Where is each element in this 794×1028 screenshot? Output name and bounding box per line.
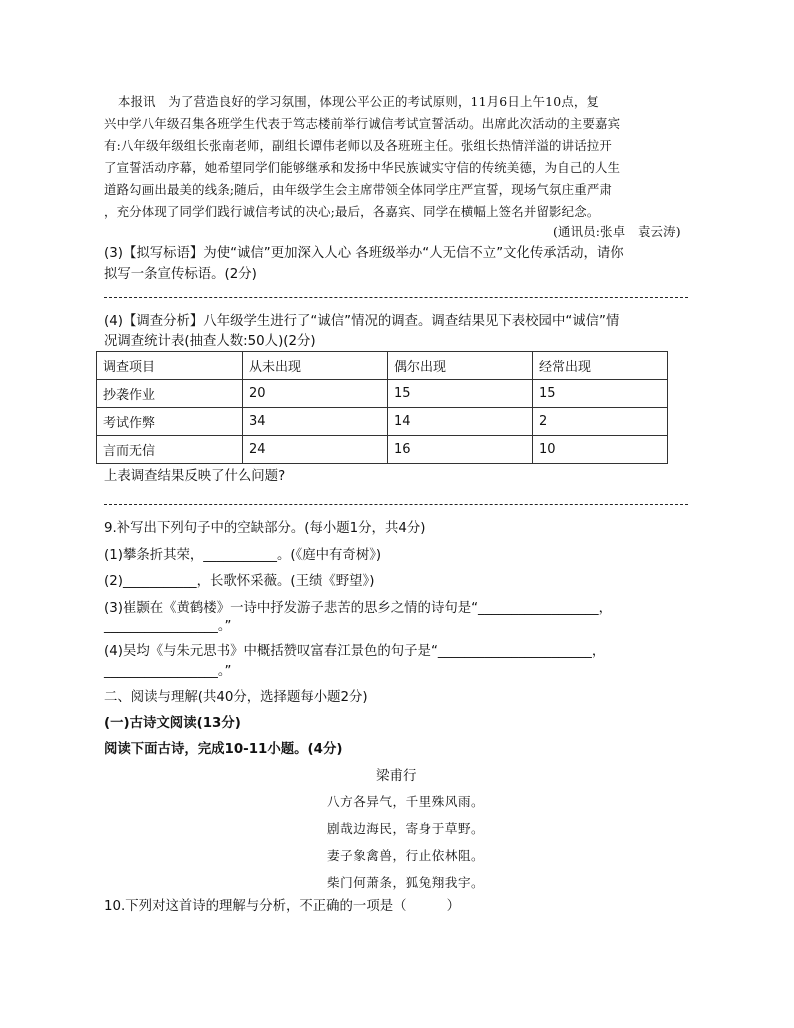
table-cell: 15 xyxy=(533,380,668,408)
poem-line-3: 妻子象禽兽，行止依林阻。 xyxy=(327,848,485,863)
news-line-5: 道路勾画出最美的线条;随后，由年级学生会主席带领全体同学庄严宣誓，现场气氛庄重严肃 xyxy=(104,182,612,197)
table-cell: 考试作弊 xyxy=(97,408,243,436)
news-line-1: 本报讯 为了营造良好的学习氛围，体现公平公正的考试原则，11月6日上午10点，复 xyxy=(118,94,600,109)
table-cell: 15 xyxy=(388,380,533,408)
table-row xyxy=(97,436,668,464)
poem-line-2: 剧哉边海民，寄身于草野。 xyxy=(327,821,485,836)
q3-line-2: 拟写一条宣传标语。(2分) xyxy=(104,267,257,282)
table-cell: 34 xyxy=(243,408,388,436)
table-cell: 言而无信 xyxy=(97,436,243,464)
news-line-3: 有:八年级年级组长张南老师，副组长谭伟老师以及各班班主任。张组长热情洋溢的讲话拉开 xyxy=(104,138,612,153)
section-heading: 二、阅读与理解(共40分，选择题每小题2分) xyxy=(104,690,368,705)
q10-question: 10.下列对这首诗的理解与分析，不正确的一项是（ ） xyxy=(104,899,461,914)
table-cell: 10 xyxy=(533,436,668,464)
q3-line-1: (3)【拟写标语】为使“诚信”更加深入人心 各班级举办“人无信不立”文化传承活动，请你 xyxy=(104,246,624,261)
table-row xyxy=(97,380,668,408)
table-cell: 24 xyxy=(243,436,388,464)
table-cell: 20 xyxy=(243,380,388,408)
poem-line-1: 八方各异气，千里殊风雨。 xyxy=(327,794,485,809)
q9-item-4: (4)吴均《与朱元思书》中概括赞叹富春江景色的句子是“_______________________， xyxy=(104,644,606,659)
q4-question: 上表调查结果反映了什么问题? xyxy=(104,469,286,484)
poem-title: 梁甫行 xyxy=(376,768,417,784)
news-line-4: 了宣誓活动序幕，她希望同学们能够继承和发扬中华民族诚实守信的传统美德，为自己的人生 xyxy=(104,160,621,175)
table-header-cell: 偶尔出现 xyxy=(388,352,533,380)
q3-answer-line[interactable] xyxy=(104,297,688,298)
q4-line-1: (4)【调查分析】八年级学生进行了“诚信”情况的调查。调查结果见下表校园中“诚信”情 xyxy=(104,314,620,329)
table-cell: 14 xyxy=(388,408,533,436)
table-header-cell: 经常出现 xyxy=(533,352,668,380)
table-row xyxy=(97,408,668,436)
news-line-2: 兴中学八年级召集各班学生代表于笃志楼前举行诚信考试宣誓活动。出席此次活动的主要嘉宾 xyxy=(104,116,621,131)
subsection-heading: (一)古诗文阅读(13分) xyxy=(104,716,241,731)
q9-item-2: (2)___________，长歌怀采薇。(王绩《野望》) xyxy=(104,574,375,589)
q4-line-2: 况调查统计表(抽查人数:50人)(2分) xyxy=(104,334,316,349)
q9-item-1: (1)攀条折其荣，___________。(《庭中有奇树》) xyxy=(104,548,382,563)
news-line-6: ，充分体现了同学们践行诚信考试的决心;最后，各嘉宾、同学在横幅上签名并留影纪念。 xyxy=(104,204,600,219)
table-header-cell: 从未出现 xyxy=(243,352,388,380)
survey-table xyxy=(96,351,668,464)
q9-item-4-cont: _________________。” xyxy=(104,664,232,679)
table-header-cell: 调查项目 xyxy=(97,352,243,380)
table-cell: 抄袭作业 xyxy=(97,380,243,408)
q4-answer-line[interactable] xyxy=(104,504,688,505)
q9-title: 9.补写出下列句子中的空缺部分。(每小题1分，共4分) xyxy=(104,521,426,536)
table-header-row xyxy=(97,352,668,380)
q9-item-3: (3)崔颢在《黄鹤楼》一诗中抒发游子悲苦的思乡之情的诗句是“__________________， xyxy=(104,601,612,616)
table-cell: 16 xyxy=(388,436,533,464)
q9-item-3-cont: _________________。” xyxy=(104,619,232,634)
poem-line-4: 柴门何萧条，狐兔翔我宇。 xyxy=(327,875,485,890)
table-cell: 2 xyxy=(533,408,668,436)
reading-instruction: 阅读下面古诗，完成10-11小题。(4分) xyxy=(104,742,343,757)
news-byline: (通讯员:张卓 袁云涛) xyxy=(553,224,681,239)
